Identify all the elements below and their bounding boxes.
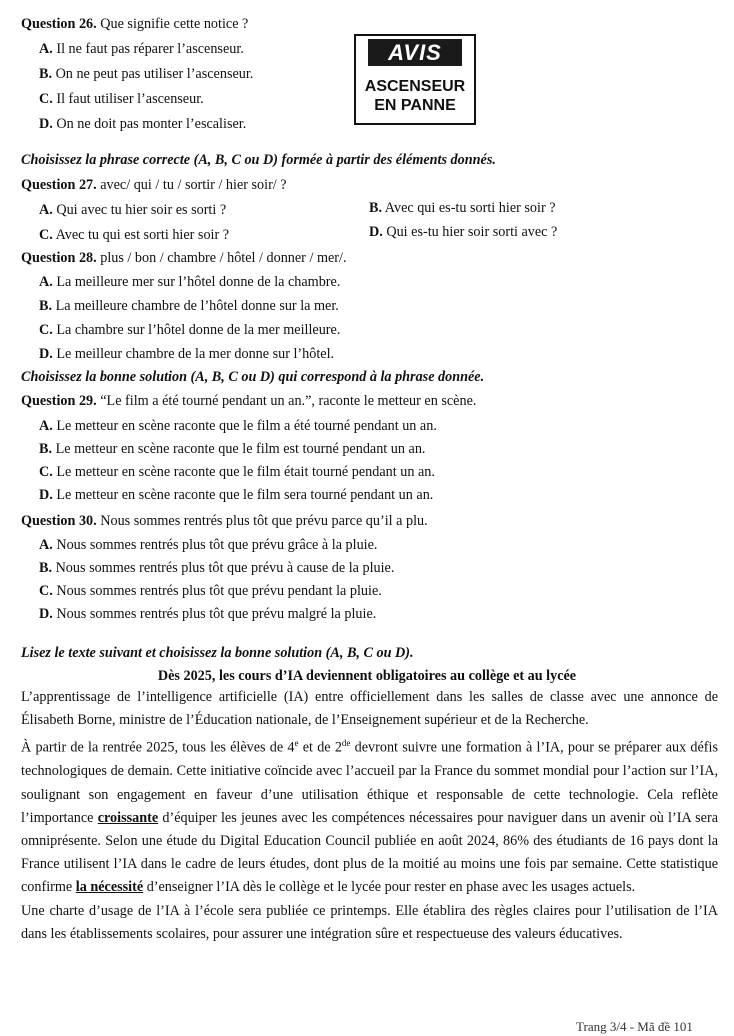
option-a: A. Il ne faut pas réparer l’ascenseur.: [39, 41, 244, 57]
option-c: C. La chambre sur l’hôtel donne de la mer meilleure.: [39, 322, 341, 338]
option-b: B. Nous sommes rentrés plus tôt que prévu à cause de la pluie.: [39, 560, 395, 576]
question-number: Question 26.: [21, 16, 97, 32]
instruction-1: Choisissez la phrase correcte (A, B, C ou D) formée à partir des éléments donnés.: [21, 152, 496, 168]
question-26: [21, 15, 248, 33]
option-b: B. La meilleure chambre de l’hôtel donne sur la mer.: [39, 298, 339, 314]
question-30: Question 30. Nous sommes rentrés plus tôt que prévu parce qu’il a plu.: [21, 513, 428, 529]
question-27: Question 27. avec/ qui / tu / sortir / hier soir/ ?: [21, 177, 287, 193]
page-footer: Trang 3/4 - Mã đề 101: [576, 1019, 693, 1034]
article-body: [21, 686, 718, 946]
instruction-2: Choisissez la bonne solution (A, B, C ou D) qui correspond à la phrase donnée.: [21, 369, 485, 385]
notice-line-1: ASCENSEUR: [364, 78, 466, 95]
option-c: C. Nous sommes rentrés plus tôt que prévu pendant la pluie.: [39, 583, 382, 599]
paragraph-1: L’apprentissage de l’intelligence artificielle (IA) entre officiellement dans les salles de classe avec une annonce de Élisabeth Borne, ministre de l’Éducation nationale, de l’Enseignement supérieur et de la Recherche.: [21, 689, 718, 729]
notice-line-2: EN PANNE: [374, 97, 456, 114]
keyword-croissante: croissante: [97, 809, 159, 826]
option-a: A. Qui avec tu hier soir es sorti ?: [39, 202, 227, 218]
paragraph-3: Une charte d’usage de l’IA à l’école sera publiée ce printemps. Elle établira des règles claires pour l’utilisation de l’IA dans les établissements scolaires, pour assurer une intégration sûre et respectueuse des valeurs éducatives.: [21, 902, 718, 942]
elevator-notice-sign: [354, 34, 476, 125]
notice-title: AVIS: [368, 39, 462, 66]
question-28: Question 28. plus / bon / chambre / hôtel / donner / mer/.: [21, 250, 347, 266]
option-c: C. Il faut utiliser l’ascenseur.: [39, 91, 204, 107]
question-text: Que signifie cette notice ?: [100, 16, 249, 32]
option-c: C. Le metteur en scène raconte que le film était tourné pendant un an.: [39, 464, 435, 480]
article-title: Dès 2025, les cours d’IA deviennent obligatoires au collège et au lycée: [157, 668, 577, 684]
instruction-3: Lisez le texte suivant et choisissez la bonne solution (A, B, C ou D).: [21, 645, 414, 661]
option-d: D. Le meilleur chambre de la mer donne sur l’hôtel.: [39, 346, 335, 362]
option-a: A. Le metteur en scène raconte que le film a été tourné pendant un an.: [39, 418, 437, 434]
option-d: D. Qui es-tu hier soir sorti avec ?: [369, 224, 558, 240]
keyword-necessite: la nécessité: [75, 879, 144, 896]
option-a: A. La meilleure mer sur l’hôtel donne de la chambre.: [39, 274, 341, 290]
option-b: B. On ne peut pas utiliser l’ascenseur.: [39, 66, 254, 82]
option-c: C. Avec tu qui est sorti hier soir ?: [39, 227, 230, 243]
option-b: B. Le metteur en scène raconte que le film est tourné pendant un an.: [39, 441, 426, 457]
question-29: Question 29. “Le film a été tourné pendant un an.”, raconte le metteur en scène.: [21, 393, 477, 409]
option-d: D. Nous sommes rentrés plus tôt que prévu malgré la pluie.: [39, 606, 377, 622]
option-a: A. Nous sommes rentrés plus tôt que prévu grâce à la pluie.: [39, 537, 378, 553]
paragraph-2: À partir de la rentrée 2025, tous les élèves de 4e et de 2de devront suivre une formation à l’IA, pour se préparer aux défis technologiques de demain. Cette initiative coïncide avec l’accueil par la France du sommet mondial pour l’action sur l’IA, soulignant son engagement en faveur d’une utilisation éthique et responsable de cette technologie. Cela reflète l’importance croissante d’équiper les jeunes avec les compétences nécessaires pour naviguer dans un avenir où l’IA sera omniprésente. Selon une étude du Digital Education Council publiée en août 2024, 86% des étudiants de 16 pays dont la France utilisent l’IA dans le cadre de leurs études, dont plus de la moitié au moins une fois par semaine. Cette statistique confirme la nécessité d’enseigner l’IA dès le collège et le lycée pour rester en phase avec les usages actuels.: [21, 738, 718, 896]
option-d: D. On ne doit pas monter l’escaliser.: [39, 116, 247, 132]
option-d: D. Le metteur en scène raconte que le film sera tourné pendant un an.: [39, 487, 434, 503]
option-b: B. Avec qui es-tu sorti hier soir ?: [369, 200, 556, 216]
